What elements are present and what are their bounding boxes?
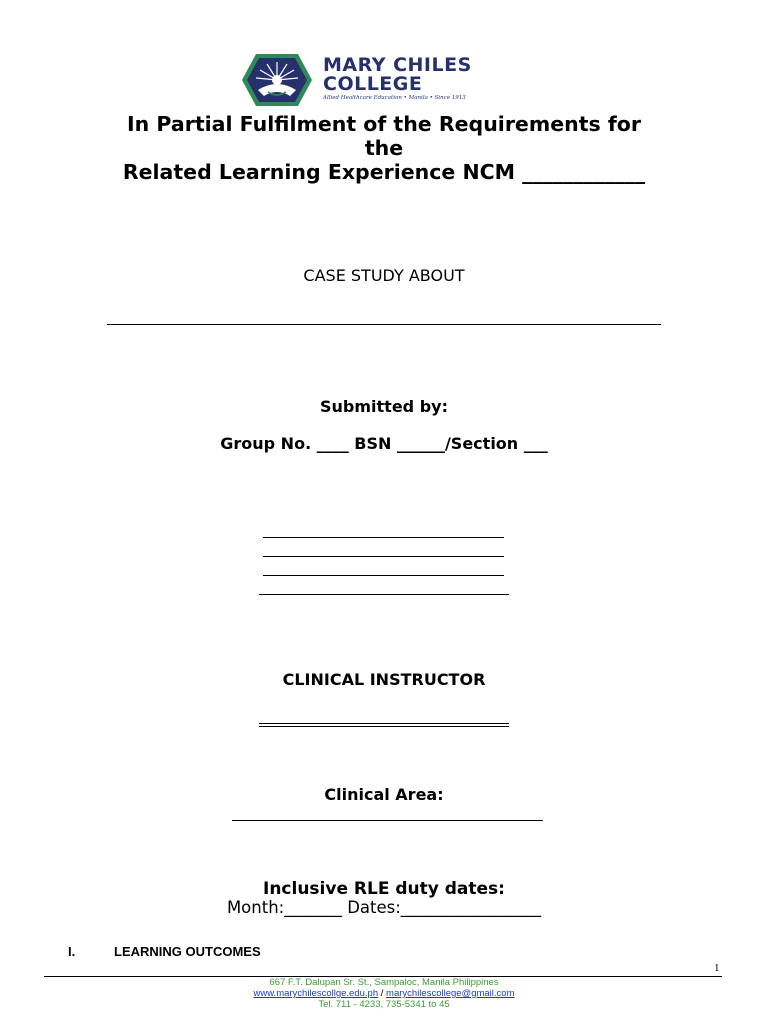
footer-links: [0, 988, 768, 999]
clinical-area-blank: [232, 820, 543, 821]
page-number: 1: [714, 962, 720, 974]
group-section-line: Group No. ____ BSN ______/Section ___: [220, 434, 548, 453]
section-heading: [68, 944, 261, 959]
clinical-instructor-blank: [259, 723, 509, 724]
title-line3: Related Learning Experience NCM ____________: [122, 160, 646, 184]
clinical-instructor-blank-underline: [259, 726, 509, 727]
submitted-by-label: Submitted by:: [320, 397, 448, 416]
case-study-label: CASE STUDY ABOUT: [303, 266, 465, 285]
section-title: LEARNING OUTCOMES: [114, 944, 261, 959]
footer-phone: Tel. 711 - 4233, 735-5341 to 45: [318, 999, 450, 1010]
section-number: I.: [68, 944, 76, 959]
member-name-blank: [263, 556, 504, 557]
college-name-line1: MARY CHILES: [323, 54, 472, 76]
footer-address: 667 F.T. Dalupan Sr. St., Sampaloc, Manila Philippines: [269, 977, 499, 988]
clinical-instructor-label: CLINICAL INSTRUCTOR: [282, 670, 486, 689]
title-line2: the: [364, 136, 404, 160]
link-separator: /: [378, 988, 387, 999]
month-dates-line: Month:_______ Dates:_________________: [226, 898, 542, 917]
member-name-blank: [263, 537, 504, 538]
website-link[interactable]: www.marychilescollge.edu.ph: [253, 988, 379, 999]
case-study-blank: [107, 324, 661, 325]
college-logo: [240, 52, 520, 108]
member-name-blank: [259, 594, 509, 595]
college-seal-icon: [240, 52, 314, 108]
college-name: [323, 56, 472, 94]
member-name-blank: [263, 575, 504, 576]
college-tagline: Allied Healthcare Education • Manila • Since 1913: [323, 95, 466, 101]
title-line1: In Partial Fulfilment of the Requirements for: [127, 112, 641, 136]
inclusive-dates-label: Inclusive RLE duty dates:: [263, 879, 505, 899]
email-link[interactable]: marychilescollege@gmail.com: [386, 988, 515, 999]
clinical-area-label: Clinical Area:: [324, 785, 444, 804]
college-name-line2: COLLEGE: [323, 73, 423, 95]
